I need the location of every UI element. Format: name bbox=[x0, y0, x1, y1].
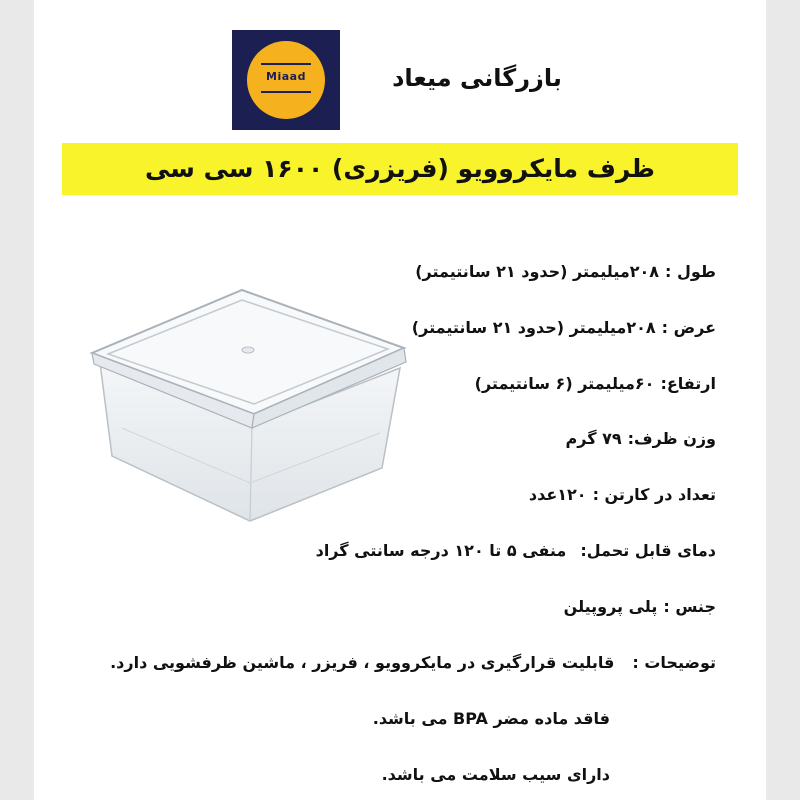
spec-label: طول : bbox=[665, 262, 716, 281]
spec-label: دمای قابل تحمل: bbox=[580, 541, 716, 560]
spec-height bbox=[475, 374, 716, 393]
spec-carton-count bbox=[529, 485, 716, 504]
spec-weight bbox=[566, 429, 716, 448]
spec-value: ۱۲۰عدد bbox=[528, 485, 587, 504]
company-logo bbox=[232, 30, 340, 130]
description-line-1 bbox=[110, 653, 716, 672]
spec-label: تعداد در کارتن : bbox=[592, 485, 716, 504]
spec-material bbox=[564, 597, 716, 616]
spec-label: عرض : bbox=[661, 318, 716, 337]
spec-value: ۲۰۸میلیمتر (حدود ۲۱ سانتیمتر) bbox=[415, 262, 660, 281]
spec-label: ارتفاع: bbox=[660, 374, 716, 393]
spec-label: وزن ظرف: bbox=[627, 429, 716, 448]
product-title: ظرف مایکروویو (فریزری) ۱۶۰۰ سی سی bbox=[145, 154, 655, 183]
logo-circle bbox=[247, 41, 325, 119]
spec-value: پلی پروپیلن bbox=[563, 597, 658, 616]
spec-value: ۶۰میلیمتر (۶ سانتیمتر) bbox=[474, 374, 655, 393]
logo-top-stroke bbox=[261, 63, 311, 65]
description-text: قابلیت قرارگیری در مایکروویو ، فریزر ، ماشین ظرفشویی دارد. bbox=[110, 653, 615, 672]
description-line-2: فاقد ماده مضر BPA می باشد. bbox=[372, 709, 610, 728]
company-name: بازرگانی میعاد bbox=[392, 64, 562, 92]
description-line-3: دارای سیب سلامت می باشد. bbox=[381, 765, 610, 784]
spec-value: ۲۰۸میلیمتر (حدود ۲۱ سانتیمتر) bbox=[411, 318, 656, 337]
spec-width bbox=[412, 318, 716, 337]
spec-value: ۷۹ گرم bbox=[565, 429, 622, 448]
spec-label: جنس : bbox=[663, 597, 716, 616]
spec-temperature bbox=[316, 541, 716, 560]
spec-value: منفی ۵ تا ۱۲۰ درجه سانتی گراد bbox=[315, 541, 567, 560]
logo-bottom-stroke bbox=[261, 91, 311, 93]
spec-length bbox=[415, 262, 716, 281]
description-label: توضیحات : bbox=[632, 653, 716, 672]
logo-text: Miaad bbox=[266, 70, 306, 83]
container-image bbox=[82, 278, 412, 523]
title-banner bbox=[62, 143, 738, 195]
